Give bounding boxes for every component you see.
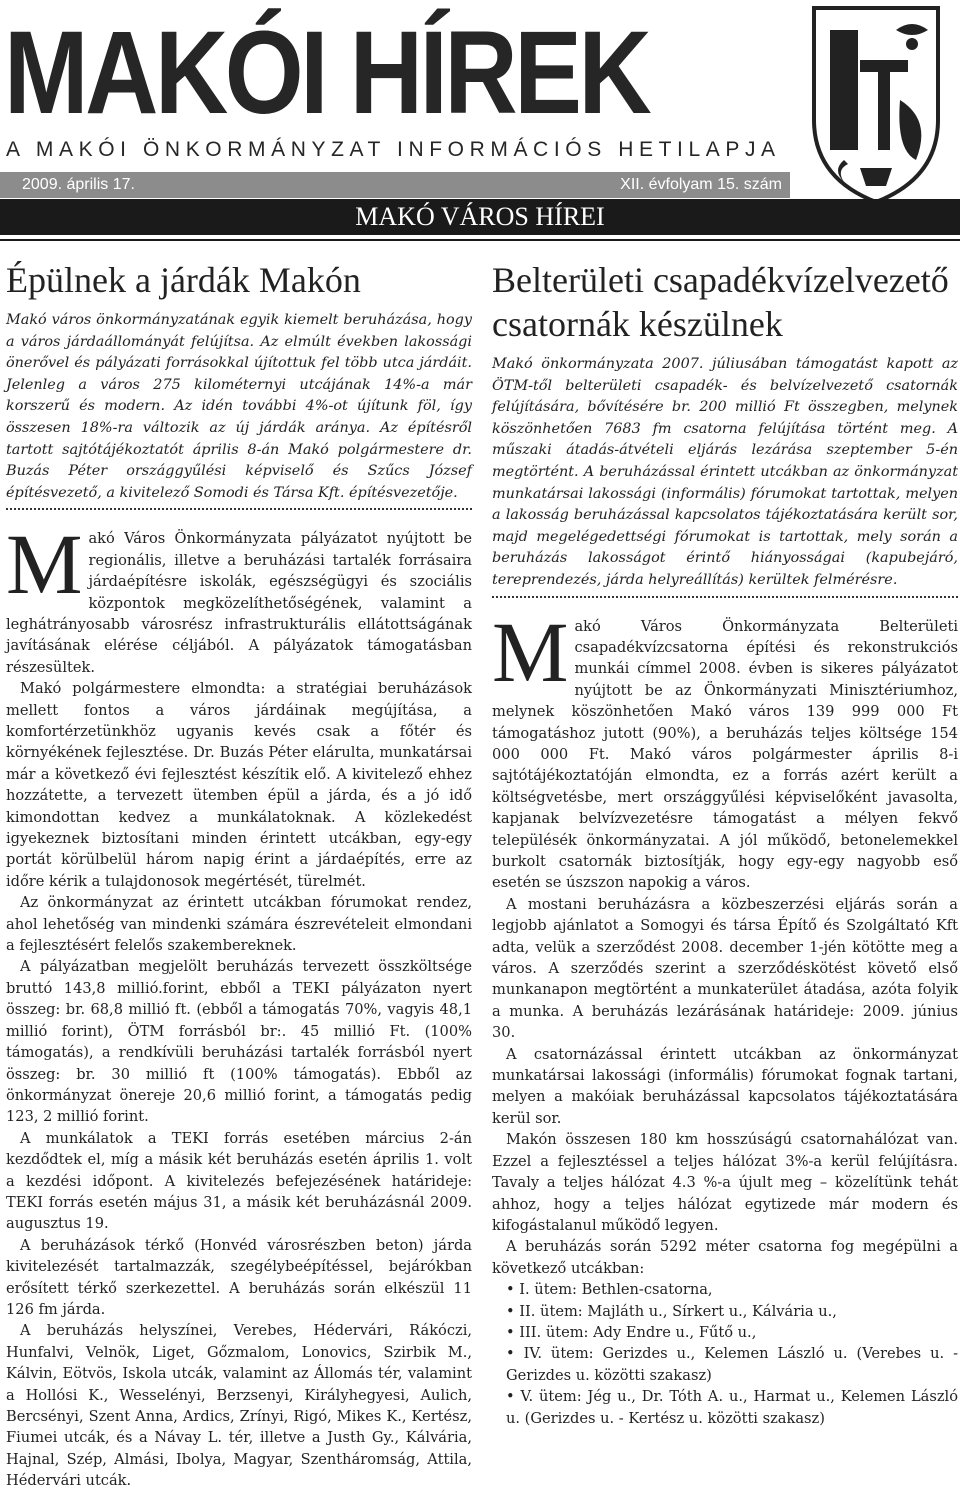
- right-article: [492, 248, 958, 1429]
- right-paragraph-5: A beruházás során 5292 méter csatorna fog megépülni a következő utcákban:: [492, 1238, 958, 1277]
- masthead-title: MAKÓI HÍREK: [4, 7, 649, 139]
- issue-volume: XII. évfolyam 15. szám: [620, 176, 782, 193]
- section-title: MAKÓ VÁROS HÍREI: [0, 199, 960, 235]
- left-paragraph-5: A munkálatok a TEKI forrás esetében március 2-án kezdődtek el, míg a másik két beruházás esetén április 1. volt a kezdési időpont. A kivitelezés befejezésének határideje: TEKI forrás esetén május 31, a másik két beruházásnál 2009. augusztus 19.: [6, 1129, 472, 1233]
- right-dotted-divider: [492, 596, 958, 598]
- left-paragraph-2: Makó polgármestere elmondta: a stratégiai beruházások mellett fontos a város járdáinak megújítása, a komfortérzetünkhöz ugyanis kevés csak a főtér és környékének fejlesztése. Dr. Buzás Péter elárulta, munkatársai már a következő évi fejlesztést készítik elő. A kivitelező ehhez hozzátette, a tervezett ütemben épül a járda, és a jó idő kimondottan kedvez a munkálatoknak. A közlekedést igyekeznek biztosítani minden érintett utcákban, egy-egy portát körülbelül három napig érint a járdaépítés, erre az időre kérik a tulajdonosok megértését, türelmét.: [6, 680, 472, 890]
- left-lead: Makó város önkormányzatának egyik kiemelt beruházása, hogy a város járdaállományát felújítsa. Az elmúlt években lakossági önerővel és pályázati forrásokkal újítottuk fel több utca járdáit. Jelenleg a város 275 kilométernyi utcájának 14%-a már korszerű és modern. Az idén további 4%-ot újítunk föl, így összesen 18%-ra változik az új járdák aránya. Az építésről tartott sajtótájékoztatót április 8-án Makó polgármestere dr. Buzás Péter országgyűlési képviselő és Szűcs József építésvezető, a kivitelező Somodi és Társa Kft. építésvezetője.: [6, 312, 472, 501]
- left-paragraph-7: A beruházás helyszínei, Verebes, Hédervári, Rákóczi, Hunfalvi, Velnök, Liget, Gőzmalom, Lonovics, Szirbik M., Kálvin, Eötvös, Iskola utcák, valamint az Állomás tér, valamint a Hollósi K., Wesselényi, Berzsenyi, Királyhegyesi, Aulich, Bercsényi, Szent Anna, Ardics, Zrínyi, Rigó, Mikes K., Kertész, Fiumei utcák, és a Návay L. tér, illetve a Justh Gy., Kálvária, Hajnal, Szép, Almási, Ibolya, Magyar, Szentháromság, Attila, Hédervári utcák.: [6, 1322, 472, 1490]
- date-bar: [0, 172, 790, 198]
- section-header: [0, 199, 960, 243]
- left-paragraph-1: Makó Város Önkormányzata pályázatot nyújtott be regionális, illetve a beruházási tartalék forrásaira járdaépítésre iskolák, egészségügyi és szociális központok megközelíthetőségének, valamint a leghátrányosabb városrész infrastrukturális ellátottságának javításának elérése céljából. A pályázatok támogatásban részesültek.: [6, 516, 472, 676]
- left-headline: Épülnek a járdák Makón: [6, 260, 361, 300]
- right-dropcap: M: [492, 603, 569, 700]
- masthead-subtitle: A MAKÓI ÖNKORMÁNYZAT INFORMÁCIÓS HETILAPJA: [6, 138, 781, 161]
- list-item: • III. ütem: Ady Endre u., Fűtő u.,: [506, 1323, 757, 1341]
- right-paragraph-2: A mostani beruházásra a közbeszerzési eljárás során a legjobb ajánlatot a Somogyi és társa Építő és Szolgáltató Kft adta, velük a szerződést 2008. december 1-jén kötötte meg a város. A szerződés szerint a szerződéskötést követő első munkanapon megtörtént a munkaterület átadása, azóta folyik a munka. A beruházás lezárásának határideje: 2009. június 30.: [492, 895, 958, 1042]
- left-dotted-divider: [6, 508, 472, 510]
- left-dropcap: M: [6, 516, 83, 613]
- street-list: [492, 1279, 958, 1429]
- left-article: [6, 248, 472, 1492]
- left-paragraph-6: A beruházások térkő (Honvéd városrészben beton) járda kivitelezését tartalmazzák, szegélybeépítéssel, bejárókban erősített térkő szerkezettel. A beruházás során elkészül 11 126 fm járda.: [6, 1236, 472, 1318]
- right-paragraph-4: Makón összesen 180 km hosszúságú csatornahálózat van. Ezzel a fejlesztéssel a teljes hálózat 3%-a kerül felújításra. Tavaly a teljes hálózat 4.3 %-a újult meg – közelítünk tehát ahhoz, hogy a teljes hálózat egytizede már modern és kifogástalanul működő legyen.: [492, 1131, 958, 1234]
- coat-of-arms-icon: [800, 0, 952, 206]
- list-item: • I. ütem: Bethlen-csatorna,: [506, 1281, 713, 1299]
- list-item: • II. ütem: Majláth u., Sírkert u., Kálvária u.,: [506, 1302, 837, 1320]
- left-body: [6, 516, 472, 1491]
- left-paragraph-4: A pályázatban megjelölt beruházás tervezett összköltsége bruttó 143,8 millió.forint, ebből a TEKI pályázaton nyert összeg: br. 68,8 millió ft. (ebből a támogatás 70%, vagyis 48,1 millió forint), ÖTM forrásból br:. 45 millió Ft. (100% támogatás), a rendkívüli beruházási tartalék forrásból nyert összeg: br. 30 millió ft (100% támogatás). Ebből az önkormányzat önereje 20,6 millió forint, a támogatás pedig 123, 2 millió forint.: [6, 958, 472, 1126]
- section-rule: [0, 239, 960, 241]
- left-paragraph-3: Az önkormányzat az érintett utcákban fórumokat rendez, ahol lehetőség van mindenki számára észrevételeit elmondani a fejlesztésért felelős szakembereknek.: [6, 894, 472, 955]
- right-headline: Belterületi csapadékvízelvezető csatornák készülnek: [492, 260, 949, 344]
- right-body: [492, 603, 958, 1429]
- issue-date: 2009. április 17.: [22, 176, 135, 193]
- right-lead: Makó önkormányzata 2007. júliusában támogatást kapott az ÖTM-től belterületi csapadék- és belvízelvezető csatornák felújítására, bővítésére br. 200 millió Ft összegben, melynek köszönhetően 7683 fm csatorna felújítása történt meg. A műszaki átadás-átvételi eljárás lezárása szeptember 5-én megtörtént. A beruházással érintett utcákban az önkormányzat munkatársai lakossági (informális) fórumokat tartottak, melyen a lakosság beruházással kapcsolatos tájékoztatására került sor, majd megelégedettségi fórumokat is tartottak, mely során a beruházás lakosságot érintő hiányosságai (kapubejáró, tereprendezés, járda helyreállítás) kerültek felmérésre.: [492, 356, 958, 588]
- right-paragraph-1: Makó Város Önkormányzata Belterületi csapadékvízcsatorna építési és rekonstrukciós munkái címmel 2008. évben is sikeres pályázatot nyújtott be az Önkormányzati Minisztériumhoz, melynek köszönhetően Makó város 139 999 000 Ft támogatáshoz jutott (90%), a beruházás teljes költsége 154 000 000 Ft. Makó város polgármester április 8-i sajtótájékoztatóján elmondta, ez a forrás azért került a költségvetésbe, mert országgyűlési képviselőként javasolta, kapjanak belvízvezetésre támogatást a mélyen fekvő településék önkormányzatai. A jól működő, betonelemekkel burkolt csatornák biztosítják, hogy egy-egy nagyobb eső esetén se úszszon napokig a város.: [492, 603, 958, 892]
- right-paragraph-3: A csatornázással érintett utcákban az önkormányzat munkatársai lakossági (informális) fórumokat fognak tartani, melyen a makóiak beruházással kapcsolatos tájékoztatására kerül sor.: [492, 1045, 958, 1127]
- list-item: • IV. ütem: Gerizdes u., Kelemen László u. (Verebes u. - Gerizdes u. közötti szakasz): [506, 1345, 958, 1384]
- list-item: • V. ütem: Jég u., Dr. Tóth A. u., Harmat u., Kelemen László u. (Gerizdes u. - Kertész u. közötti szakasz): [506, 1388, 958, 1427]
